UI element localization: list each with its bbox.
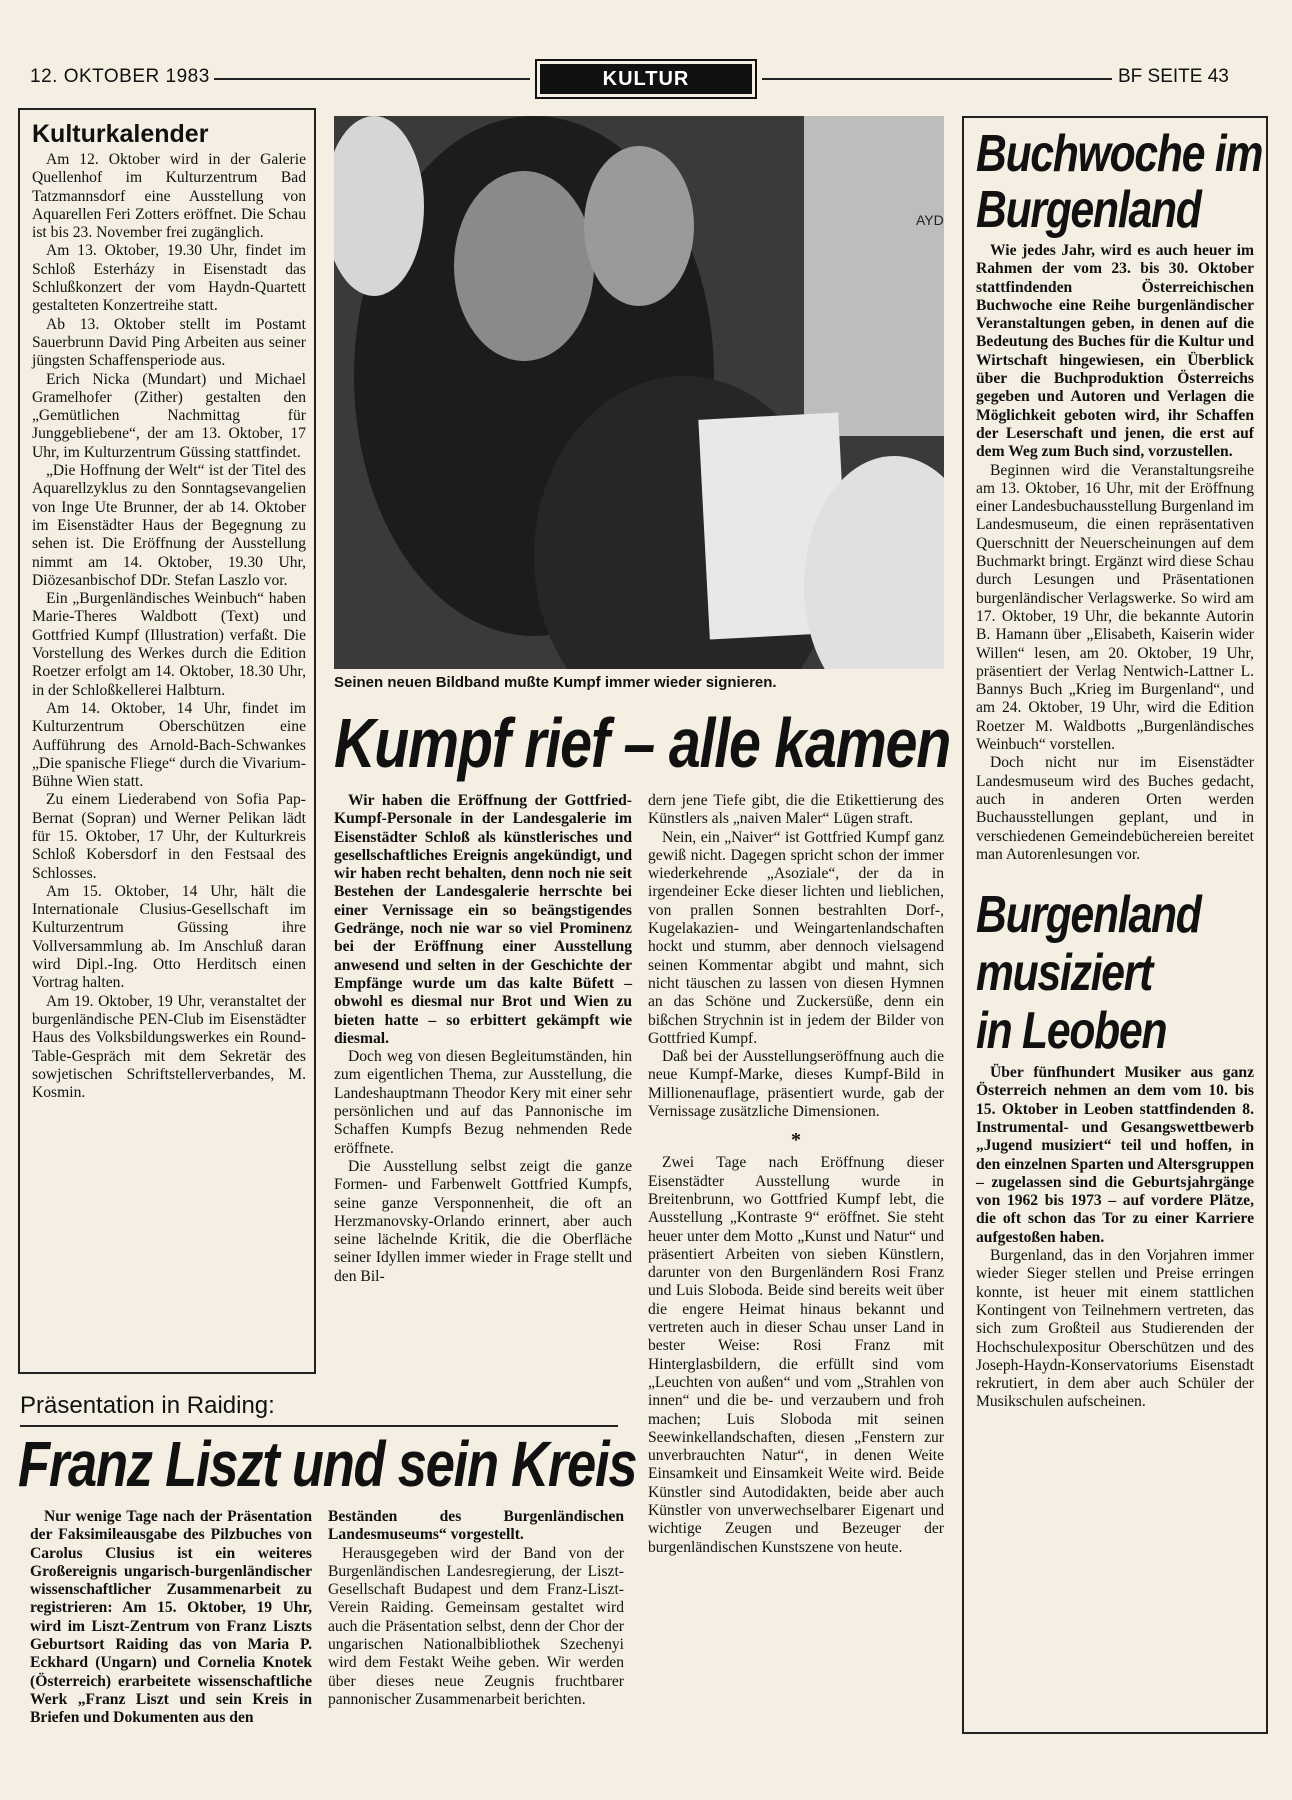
issue-date: 12. OKTOBER 1983 — [30, 66, 210, 87]
buchwoche-paragraph: Beginnen wird die Veranstaltungsreihe am 13. Oktober, 16 Uhr, mit der Eröffnung einer Landesbuchausstellung Burgenland im Landesmuseum, die einen repräsentativen Querschnitt der Neuerscheinungen auf dem Buchmarkt bringt. Ergänzt wird diese Schau durch Lesungen und Präsentationen burgenländischer Verlagswerke. So wird am 17. Oktober, 19 Uhr, die bekannte Autorin B. Hamann über „Elisabeth, Kaiserin wider Willen“ lesen, am 20. Oktober, 19 Uhr, präsentiert der Verlag Nentwich-Lattner L. Bannys Buch „Krieg im Burgenland“, und am 24. Oktober, 19 Uhr, wird die Edition Roetzer M. Waldbotts „Burgenländisches Weinbuch“ vorstellen. — [976, 461, 1254, 754]
liszt-paragraph: Herausgegeben wird der Band von der Burgenländischen Landesregierung, der Liszt-Gesellschaft Budapest und dem Franz-Liszt-Verein Raiding. Gemeinsam gestaltet wird auch die Präsentation selbst, denn der Chor der ungarischen Nationalbibliothek Szechenyi wird dem Festakt Weihe geben. Wir werden über dieses neue Zeugnis fruchtbarer pannonischer Zusammenarbeit berichten. — [328, 1544, 624, 1708]
kumpf-paragraph: Nein, ein „Naiver“ ist Gottfried Kumpf ganz gewiß nicht. Dagegen spricht schon der immer wiederkehrende „Asoziale“, der da in irgendeiner Ecke dieser lichten und lieblichen, von prallen Sonnen bestrahlten Dorf-, Kugelakazien- und Weingartenlandschaften hockt und stumm, aber dennoch vielsagend seinen Kommentar abgibt und mahnt, sich nicht täuschen zu lassen von diesen Hymnen an das Schöne und Zuckersüße, denn ein bißchen Strychnin ist in jedem der Bilder von Gottfried Kumpf. — [648, 828, 944, 1047]
liszt-lead: Nur wenige Tage nach der Präsentation der Faksimileausgabe des Pilzbuches von Carolus Clusius ist ein weiteres Großereignis ungarisch-burgenländischer wissenschaftlicher Zusammenarbeit zu registrieren: Am 15. Oktober, 19 Uhr, wird im Liszt-Zentrum von Franz Liszts Geburtsort Raiding das von Maria P. Eckhard (Ungarn) und Cornelia Knotek (Österreich) erarbeitete wissenschaftliche Werk „Franz Liszt und sein Kreis in Briefen und Dokumenten aus den — [30, 1508, 312, 1727]
kalender-item: Am 13. Oktober, 19.30 Uhr, findet im Schloß Esterházy in Eisenstadt das Schlußkonzert der vom Haydn-Quartett gestalteten Konzertreihe statt. — [32, 242, 306, 315]
header-rule-left — [214, 78, 530, 80]
buchwoche-headline-line: Burgenland — [976, 181, 1201, 239]
buchwoche-headline-line: Buchwoche im — [976, 125, 1263, 183]
kumpf-paragraph: Zwei Tage nach Eröffnung dieser Eisenstädter Ausstellung wurde in Breitenbrunn, wo Gottfried Kumpf lebt, die Ausstellung „Kontraste 9“ eröffnet. Sie steht heuer unter dem Motto „Kunst und Natur“ und präsentiert Arbeiten von sieben Künstlern, darunter von den Burgenländern Rosi Franz und Luis Sloboda. Beide sind bereits weit über die engere Heimat hinaus bekannt und vertreten auch in dieser Schau unser Land in bester Weise: Rosi Franz mit Hinterglasbildern, die erfüllt sind vom „Leuchten von außen“ und vom „Strahlen von innen“ und die be- und verzaubern und froh machen; Luis Sloboda mit seinen Seewinkellandschaften, diesen „Fenstern zur unverbrauchten Natur“, in denen Weite Einsamkeit und Einsamkeit Weite wird. Beide Künstler sind Autodidakten, beide aber auch Künstler von unverwechselbarer Eigenart und wichtige Zeugen und Bezeuger der burgenländischen Kunstszene von heute. — [648, 1154, 944, 1556]
kalender-item: „Die Hoffnung der Welt“ ist der Titel des Aquarellzyklus zu den Sonntagsevangelien von Inge Ute Brunner, der ab 14. Oktober im Eisenstädter Haus der Begegnung zu sehen ist. Die Eröffnung der Ausstellung nimmt am 14. Oktober, 19.30 Uhr, Diözesanbischof DDr. Stefan Laszlo vor. — [32, 462, 306, 589]
photo-illustration — [334, 116, 944, 669]
leoben-headline-line: musiziert — [976, 944, 1153, 1003]
kumpf-column-1 — [334, 792, 632, 1286]
kalender-item: Am 14. Oktober, 14 Uhr, findet im Kulturzentrum Oberschützen eine Aufführung des Arnold-Bach-Schwankes „Die spanische Fliege“ durch die Vivarium-Bühne Wien statt. — [32, 699, 306, 791]
kumpf-paragraph: dern jene Tiefe gibt, die die Etikettierung des Künstlers als „naiven Maler“ Lügen straft. — [648, 792, 944, 828]
page-number: BF SEITE 43 — [1118, 66, 1229, 87]
kalender-item: Am 15. Oktober, 14 Uhr, hält die Internationale Clusius-Gesellschaft im Kulturzentrum Güssing ihre Vollversammlung ab. Im Anschluß daran wird Dipl.-Ing. Otto Herditsch einen Vortrag halten. — [32, 882, 306, 992]
liszt-paragraph: Beständen des Burgenländischen Landesmuseums“ vorgestellt. — [328, 1508, 624, 1544]
kumpf-headline: Kumpf rief – alle kamen — [334, 704, 951, 782]
photo-sign-text: AYD — [916, 212, 944, 228]
kumpf-column-2 — [648, 792, 944, 1557]
leoben-paragraph: Burgenland, das in den Vorjahren immer wieder Sieger stellen und Preise erringen konnte, ist heuer mit einem stattlichen Kontingent von Teilnehmern vertreten, das sich zum Großteil aus Studierenden der Hochschulexpositur Oberschützen und des Joseph-Haydn-Konservatoriums Eisenstadt rekrutiert, in dem aber auch Schüler der Musikschulen aufscheinen. — [976, 1247, 1254, 1411]
kumpf-lead: Wir haben die Eröffnung der Gottfried-Kumpf-Personale in der Landesgalerie im Eisenstädter Schloß als künstlerisches und gesellschaftliches Ereignis angekündigt, und wir haben recht behalten, denn noch nie seit Bestehen der Landesgalerie herrschte bei einer Vernissage ein so beängstigendes Gedränge, noch nie war so viel Prominenz bei der Eröffnung einer Ausstellung anwesend und selten in der Geschichte der Empfänge wurde um das kalte Büfett – obwohl es diesmal nur Brot und Wien zu bieten hatte – so erbittert gekämpft wie diesmal. — [334, 792, 632, 1047]
header-rule-right — [762, 78, 1112, 80]
liszt-kicker: Präsentation in Raiding: — [20, 1392, 275, 1419]
kumpf-paragraph: Daß bei der Ausstellungseröffnung auch die neue Kumpf-Marke, dieses Kumpf-Bild in Millionenauflage, präsentiert wurde, gab der Vernissage zusätzliche Dimensionen. — [648, 1048, 944, 1121]
liszt-kicker-rule — [20, 1425, 618, 1427]
kalender-item: Ab 13. Oktober stellt im Postamt Sauerbrunn David Ping Arbeiten aus seiner jüngsten Schaffensperiode aus. — [32, 315, 306, 370]
kalender-item: Erich Nicka (Mundart) und Michael Gramelhofer (Zither) gestalten den „Gemütlichen Nachmittag für Junggebliebene“, der am 13. Oktober, 17 Uhr, im Kulturzentrum Güssing stattfindet. — [32, 370, 306, 461]
leoben-headline-line: in Leoben — [976, 1002, 1167, 1061]
section-label: KULTUR — [540, 64, 752, 94]
liszt-headline: Franz Liszt und sein Kreis — [18, 1428, 637, 1500]
kumpf-photo — [334, 116, 944, 669]
kalender-item: Am 12. Oktober wird in der Galerie Quellenhof im Kulturzentrum Bad Tatzmannsdorf eine Ausstellung von Aquarellen Feri Zotters eröffnet. Die Schau ist bis 23. November frei zugänglich. — [32, 151, 306, 242]
kulturkalender-box — [18, 108, 316, 1374]
kalender-item: Zu einem Liederabend von Sofia Pap-Bernat (Sopran) und Werner Pelikan lädt für 15. Oktober, 17 Uhr, der Kulturkreis Schloß Kobersdorf in den Festsaal des Schlosses. — [32, 791, 306, 882]
right-column-box — [962, 116, 1268, 1734]
leoben-headline-line: Burgenland — [976, 886, 1201, 945]
liszt-column-2 — [328, 1508, 624, 1709]
buchwoche-paragraph: Doch nicht nur im Eisenstädter Landesmuseum wird des Buches gedacht, auch in anderen Orten werden Buchausstellungen geplant, und in verschiedenen Gemeindebüchereien bereitet man Autorenlesungen vor. — [976, 754, 1254, 863]
kulturkalender-items — [32, 151, 306, 1102]
kalender-item: Am 19. Oktober, 19 Uhr, veranstaltet der burgenländische PEN-Club im Eisenstädter Haus des Volksbildungswerkes ein Round-Table-Gespräch mit dem Sekretär des sowjetischen Schriftstellerverbandes, M. Kosmin. — [32, 992, 306, 1102]
buchwoche-headline — [976, 125, 1263, 242]
kumpf-paragraph: Die Ausstellung selbst zeigt die ganze Formen- und Farbenwelt Gottfried Kumpfs, seine ganze Versponnenheit, die oft an Herzmanovsky-Orlando erinnert, aber auch seine lächelnde Kritik, die die Oberfläche seiner Idyllen immer wieder in Frage stellt und den Bil- — [334, 1157, 632, 1285]
kalender-item: Ein „Burgenländisches Weinbuch“ haben Marie-Theres Waldbott (Text) und Gottfried Kumpf (Illustration) verfaßt. Die Vorstellung des Werkes durch die Edition Roetzer erfolgt am 14. Oktober, 18.30 Uhr, in der Schloßkellerei Halbturn. — [32, 590, 306, 699]
photo-caption: Seinen neuen Bildband mußte Kumpf immer wieder signieren. — [334, 674, 777, 691]
section-separator: * — [791, 1129, 801, 1152]
leoben-headline — [976, 886, 1254, 1064]
kulturkalender-title: Kulturkalender — [32, 120, 209, 148]
kumpf-paragraph: Doch weg von diesen Begleitumständen, hin zum eigentlichen Thema, zur Ausstellung, die Landeshauptmann Theodor Kery mit einer sehr persönlichen und auf das Pannonische im Schaffen Kumpfs Bezug nehmenden Rede eröffnete. — [334, 1048, 632, 1157]
liszt-column-1 — [30, 1508, 312, 1728]
leoben-lead: Über fünfhundert Musiker aus ganz Österreich nehmen an dem vom 10. bis 15. Oktober in Leoben stattfindenden 8. Instrumental- und Gesangswettbewerb „Jugend musiziert“ teil und hoffen, in den einzelnen Sparten und Altersgruppen – zugelassen sind die Geburtsjahrgänge von 1962 bis 1973 – auf vordere Plätze, die oft schon das Tor zu einer Karriere aufgestoßen haben. — [976, 1064, 1254, 1246]
buchwoche-lead: Wie jedes Jahr, wird es auch heuer im Rahmen der vom 23. bis 30. Oktober stattfindenden Österreichischen Buchwoche eine Reihe burgenländischer Veranstaltungen geben, in denen auf die Bedeutung des Buches für die Kultur und Wirtschaft hingewiesen, ein Überblick über die Buchproduktion Österreichs gegeben und Autoren und Verlagen die Möglichkeit geboten wird, ihr Schaffen der Leserschaft und jenen, die erst auf dem Weg zum Buch sind, vorzustellen. — [976, 242, 1254, 461]
